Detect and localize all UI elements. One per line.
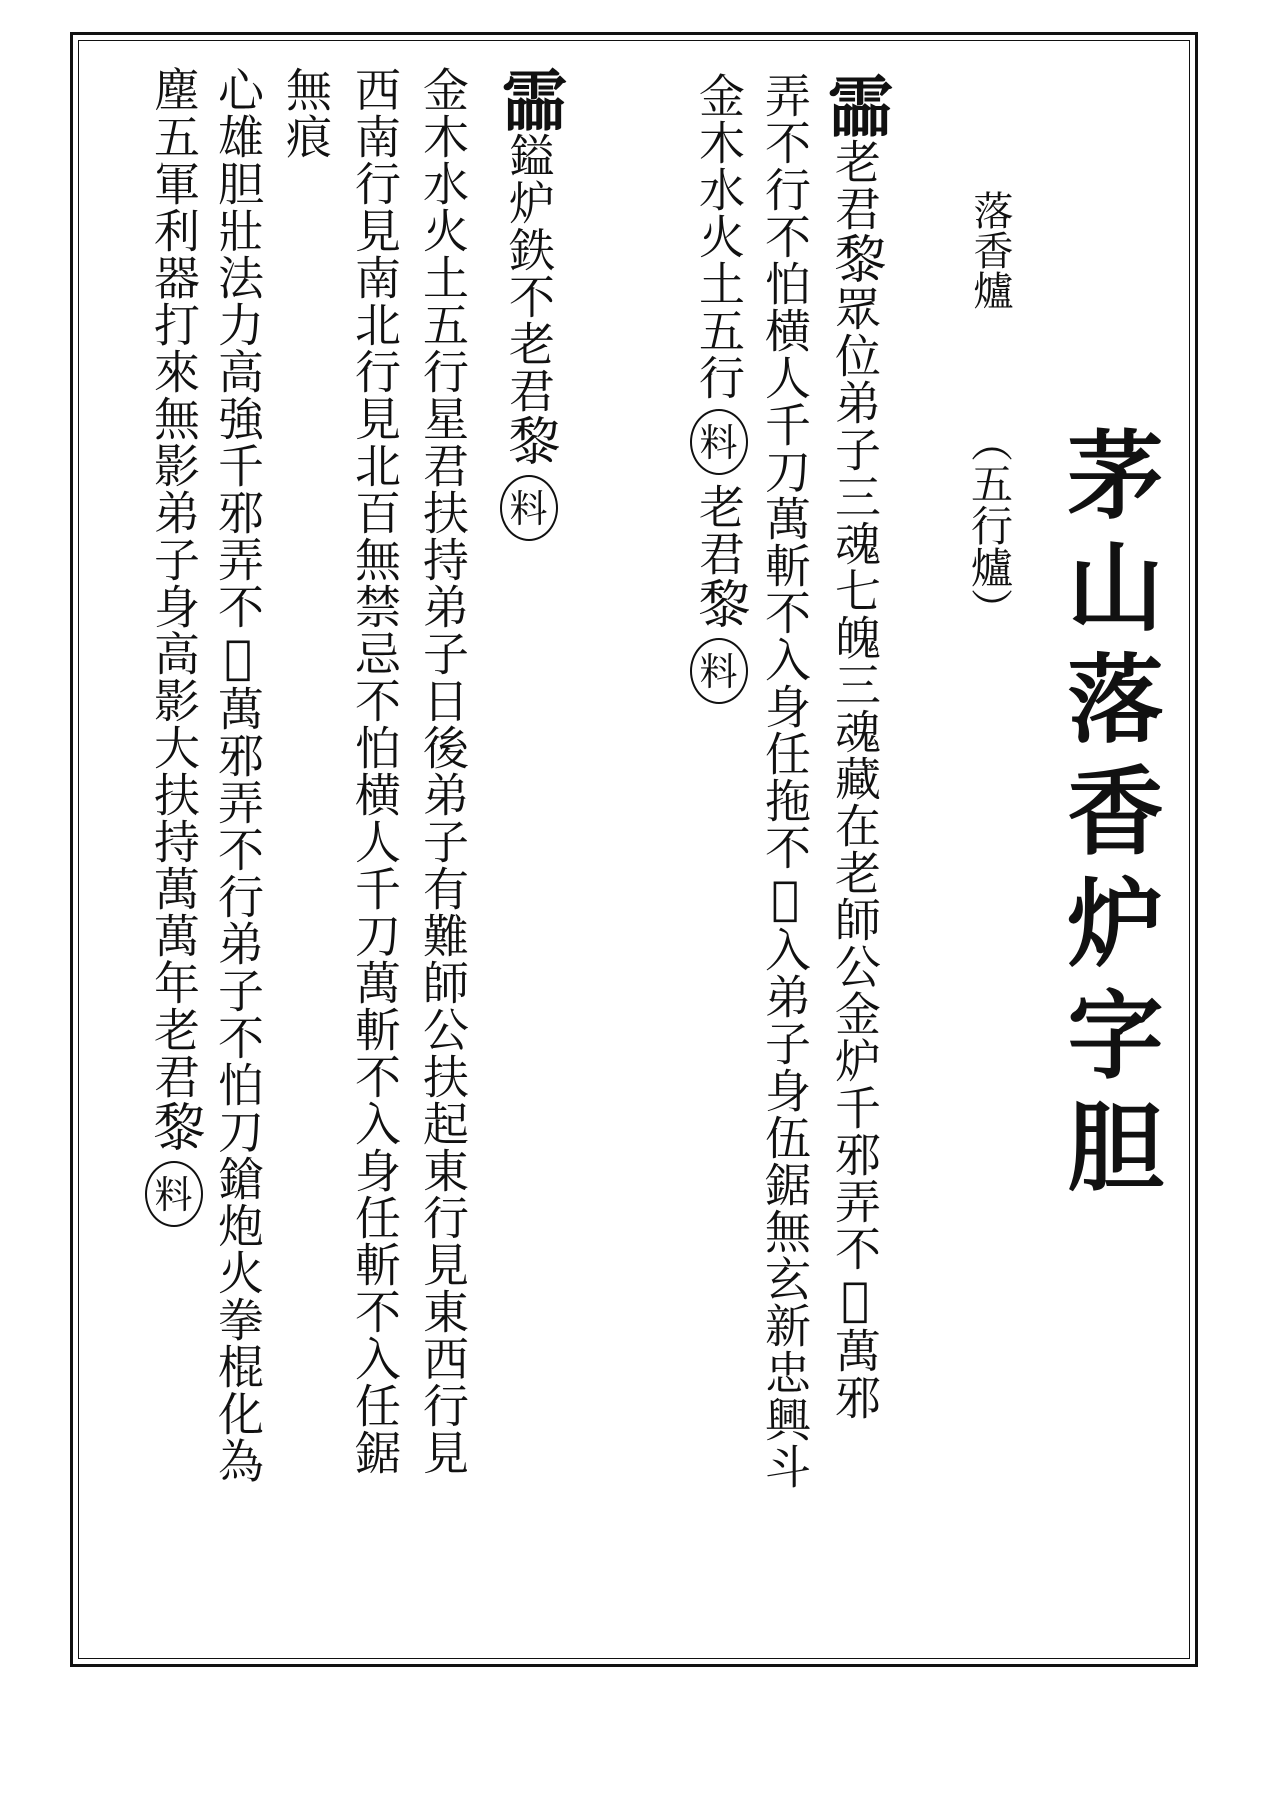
text-column-5: 金木水火土五行星君扶持弟子日後弟子有難師公扶起東行見東西行見 [416,66,470,1476]
section-subheading: （五行爐） [965,420,1014,630]
seal-mark: 料 [690,638,748,704]
text-column-9: 塵五軍利器打來無影弟子身高影大扶持萬萬年老君黎料 [145,66,203,1235]
page-title: 茅山落香炉字胆 [1052,425,1164,1209]
seal-mark: 料 [145,1161,203,1227]
text-column-7: 無痕 [279,66,333,160]
text-column-2: 弄不行不怕横人千刀萬斬不入身任拖不𫂵入弟子身伍鋸無玄新忠興斗 [758,72,812,1490]
ling-char: 霝 [490,66,568,132]
ling-char: 霝 [816,72,894,138]
text-column-4: 霝鎰炉鉄不老君黎料 [496,66,562,549]
text-column-8: 心雄胆壯法力高強千邪弄不𫂵萬邪弄不行弟子不怕刀鎗炮火拳棍化為 [211,66,265,1484]
seal-mark: 料 [690,409,748,475]
section-heading: 落香爐 [967,190,1013,310]
seal-mark: 料 [500,475,558,541]
text-column-1: 霝老君黎眾位弟子三魂七魄三魂藏在老師公金炉千邪弄不𫂵萬邪 [816,72,894,1421]
text-column-6: 西南行見南北行見北百無禁忌不怕横人千刀萬斬不入身任斬不入任鋸 [348,66,402,1476]
text-column-3: 金木水火土五行料老君黎料 [690,72,748,712]
